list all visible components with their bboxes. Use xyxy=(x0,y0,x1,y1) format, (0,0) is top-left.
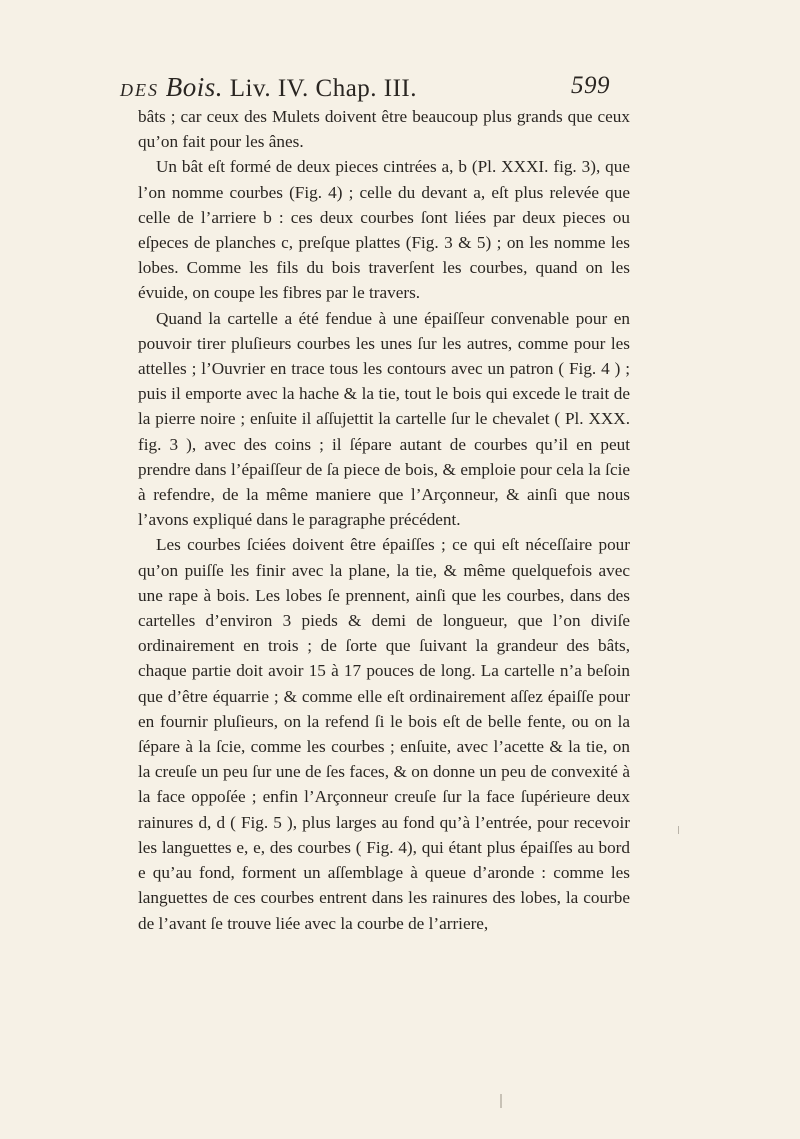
paragraph: Les courbes ſciées doivent être épaiſſes ; ce qui eſt néceſſaire pour qu’on puiſſe les finir avec la plane, la tie, & même quelquefois avec une rape à bois. Les lobes ſe prennent, ainſi que les courbes, dans des cartelles d’environ 3 pieds & demi de longueur, que l’on diviſe ordinairement en trois ; de ſorte que ſuivant la grandeur des bâts, chaque partie doit avoir 15 à 17 pouces de long. La cartelle n’a beſoin que d’être équarrie ; & comme elle eſt ordinairement aſſez épaiſſe pour en fournir pluſieurs, on la refend ſi le bois eſt de belle fente, ou on la ſépare à la ſcie, comme les courbes ; enſuite, avec l’acette & la tie, on la creuſe un peu ſur une de ſes faces, & on donne un peu de convexité à la face oppoſée ; enfin l’Arçonneur creuſe ſur la face ſupérieure deux rainures d, d ( Fig. 5 ), plus larges au fond qu’à l’entrée, pour recevoir les languettes e, e, des courbes ( Fig. 4), qui étant plus épaiſſes au bord e qu’au fond, forment un aſſemblage à queue d’aronde : comme les languettes de ces courbes entrent dans les rainures des lobes, la courbe de l’avant ſe trouve liée avec la courbe de l’arriere, xyxy=(138,535,630,933)
body-text xyxy=(138,104,630,936)
header-des: DES xyxy=(120,80,159,100)
margin-mark xyxy=(678,826,683,834)
running-head xyxy=(120,72,610,106)
header-liv-chap: Liv. IV. Chap. III. xyxy=(229,75,418,102)
paragraph: Quand la cartelle a été fendue à une épaiſſeur convenable pour en pouvoir tirer pluſieurs courbes les unes ſur les autres, comme pour les attelles ; l’Ouvrier en trace tous les contours avec un patron ( Fig. 4 ) ; puis il emporte avec la hache & la tie, tout le bois qui excede le trait de la pierre noire ; enſuite il aſſujettit la cartelle ſur le chevalet ( Pl. XXX. fig. 3 ), avec des coins ; il ſépare autant de courbes qu’il en peut prendre dans l’épaiſſeur de ſa piece de bois, & emploie pour cela la ſcie à refendre, de la même maniere que l’Arçonneur, & ainſi que nous l’avons expliqué dans le paragraphe précédent. xyxy=(138,308,630,530)
paragraph: Un bât eſt formé de deux pieces cintrées a, b (Pl. XXXI. fig. 3), que l’on nomme courbes (Fig. 4) ; celle du devant a, eſt plus relevée que celle de l’arriere b : ces deux courbes ſont liées par deux pieces ou eſpeces de planches c, preſque plattes (Fig. 3 & 5) ; on les nomme les lobes. Comme les fils du bois traverſent les courbes, quand on les évuide, on coupe les fibres par le travers. xyxy=(138,157,630,303)
paragraph: bâts ; car ceux des Mulets doivent être beaucoup plus grands que ceux qu’on fait pour les ânes. xyxy=(138,107,630,152)
print-mark xyxy=(500,1094,502,1108)
header-bois: Bois. xyxy=(165,72,224,102)
page-number: 599 xyxy=(571,72,610,99)
